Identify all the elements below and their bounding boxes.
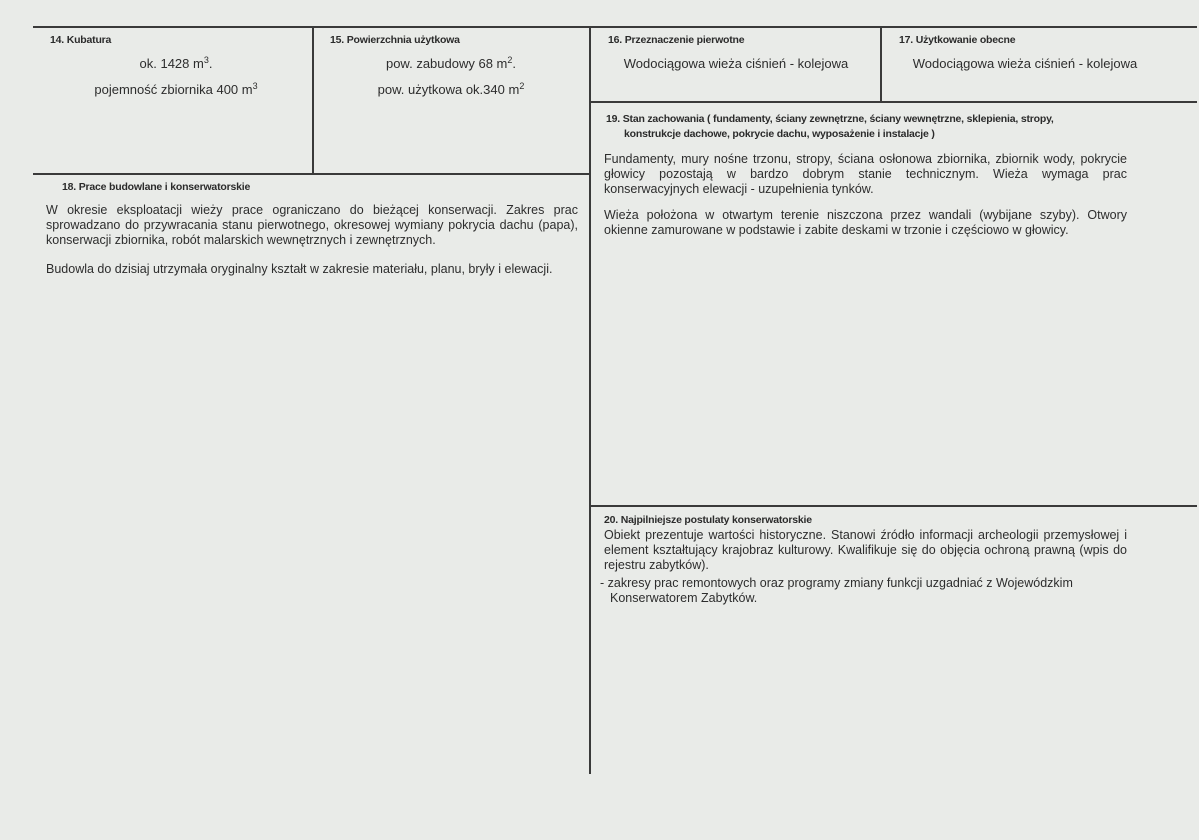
divider-19-20 xyxy=(590,505,1197,507)
section-15-header: 15. Powierzchnia użytkowa xyxy=(330,34,460,46)
usable-area-text: pow. użytkowa ok.340 m xyxy=(377,82,520,97)
section-20-list-item xyxy=(600,576,1140,606)
section-19-paragraph-1: Fundamenty, mury nośne trzonu, stropy, ściana osłonowa zbiornika, zbiornik wody, pokrycie głowicy pozostają w bardzo dobrym stanie technicznym. Wieża wymaga prac konserwacyjnych elewacji - uzupełnienia tynków. xyxy=(604,152,1127,196)
section-14-value-2 xyxy=(40,82,312,97)
section-18-paragraph-2: Budowla do dzisiaj utrzymała oryginalny kształt w zakresie materiału, planu, bryły i elewacji. xyxy=(46,262,553,276)
section-20-paragraph-1: Obiekt prezentuje wartości historyczne. Stanowi źródło informacji archeologii przemysłowej i element kształtujący krajobraz kulturowy. Kwalifikuje się do objęcia ochroną prawną (wpis do rejestru zabytków). xyxy=(604,528,1127,572)
section-14-header: 14. Kubatura xyxy=(50,34,112,46)
current-use-value: Wodociągowa wieża ciśnień - kolejowa xyxy=(912,56,1138,71)
divider-14-18 xyxy=(33,173,590,175)
main-vertical-divider xyxy=(589,26,591,774)
section-20-header: 20. Najpilniejsze postulaty konserwatorskie xyxy=(604,514,812,526)
built-area-text: pow. zabudowy 68 m xyxy=(385,56,508,71)
section-18-paragraph-1: W okresie eksploatacji wieży prace ograniczano do bieżącej konserwacji. Zakres prac sprowadzano do przywracania stanu pierwotnego, okresowej wymiany pokrycia dachu (papa), konserwacji zbiornika, robót malarskich wewnętrznych i zewnętrznych. xyxy=(46,203,578,247)
built-area-suffix: . xyxy=(512,56,517,71)
tank-capacity-exponent: 3 xyxy=(252,81,258,91)
section-20-list-item-line-2: Konserwatorem Zabytków. xyxy=(610,591,758,605)
section-15-value-2 xyxy=(314,82,588,97)
section-16-header: 16. Przeznaczenie pierwotne xyxy=(608,34,745,46)
cubature-text: ok. 1428 m xyxy=(139,56,204,71)
original-purpose-value: Wodociągowa wieża ciśnień - kolejowa xyxy=(623,56,849,71)
section-17-header: 17. Użytkowanie obecne xyxy=(899,34,1016,46)
divider-14-15 xyxy=(312,26,314,174)
top-border xyxy=(33,26,1197,28)
section-20-list-item-line-1: - zakresy prac remontowych oraz programy zmiany funkcji uzgadniać z Wojewódzkim xyxy=(600,576,1073,590)
section-14-value-1 xyxy=(40,56,312,71)
section-15-value-1 xyxy=(314,56,588,71)
built-area-exponent: 2 xyxy=(507,55,513,65)
usable-area-exponent: 2 xyxy=(519,81,525,91)
tank-capacity-text: pojemność zbiornika 400 m xyxy=(94,82,253,97)
cubature-exponent: 3 xyxy=(203,55,209,65)
section-19-header-line-2: konstrukcje dachowe, pokrycie dachu, wyposażenie i instalacje ) xyxy=(624,128,935,140)
divider-16-19 xyxy=(590,101,1197,103)
section-19-paragraph-2: Wieża położona w otwartym terenie niszczona przez wandali (wybijane szyby). Otwory okienne zamurowane w podstawie i zabite deskami w trzonie i częściowo w głowicy. xyxy=(604,208,1127,237)
section-18-header: 18. Prace budowlane i konserwatorskie xyxy=(62,181,251,193)
section-19-header-line-1: 19. Stan zachowania ( fundamenty, ściany zewnętrzne, ściany wewnętrzne, sklepienia, stropy, xyxy=(606,113,1054,125)
cubature-suffix: . xyxy=(208,56,213,71)
